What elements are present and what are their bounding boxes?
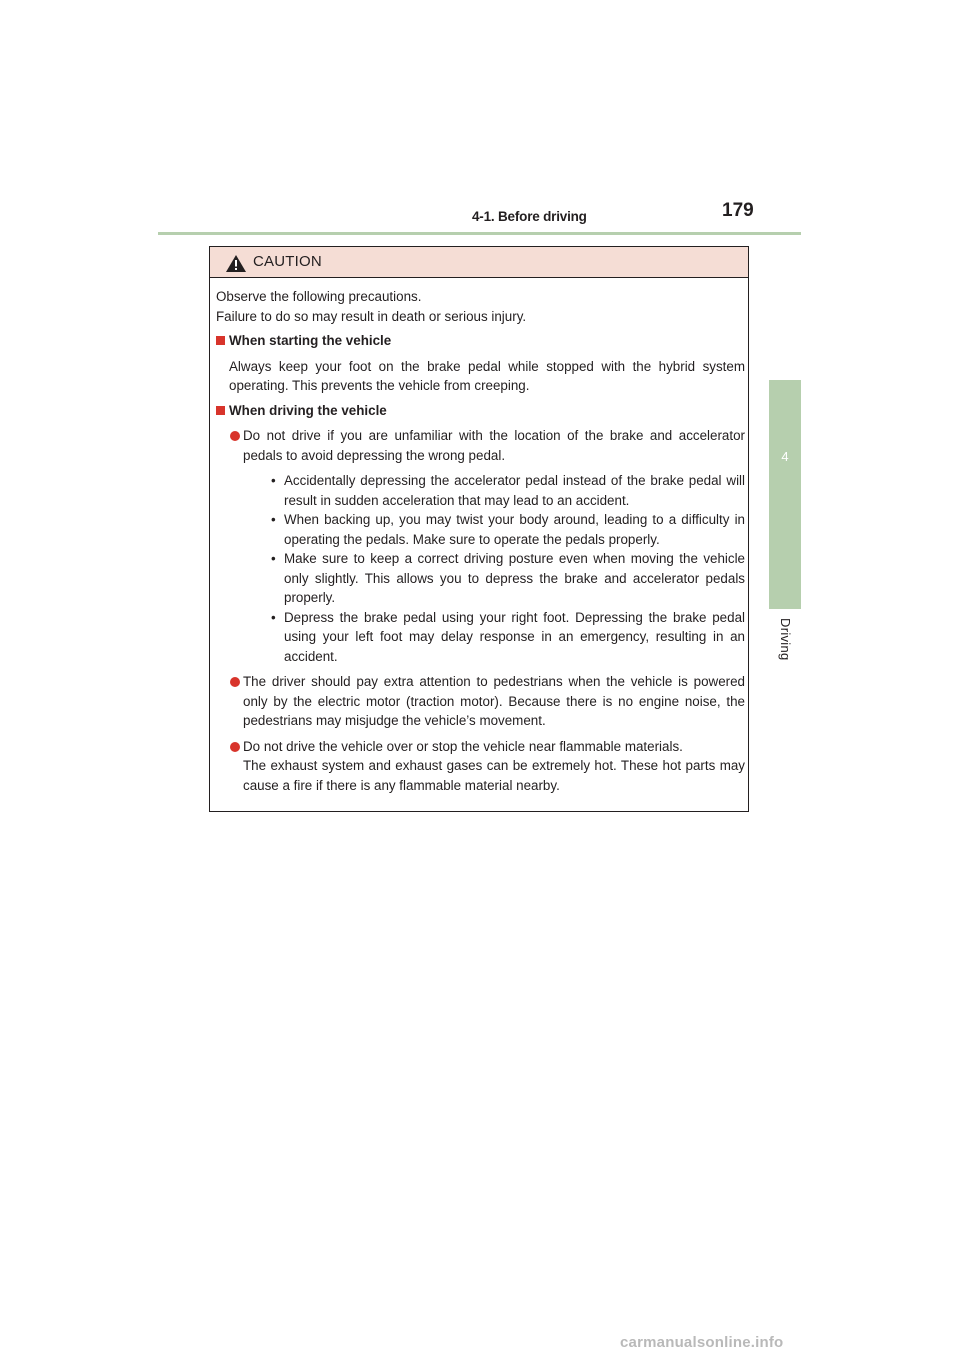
sub-bullet-marker: • [271, 551, 276, 566]
sub-list-item [243, 510, 745, 549]
sub-list-item-text: When backing up, you may twist your body around, leading to a difficulty in operating the pedals. Make sure to operate the pedals properly. [284, 512, 745, 547]
list-item [216, 672, 745, 731]
list-item [216, 426, 745, 666]
sub-list-item-text: Accidentally depressing the accelerator pedal instead of the brake pedal will result in sudden acceleration that may lead to an accident. [284, 473, 745, 508]
sub-list-item-text: Depress the brake pedal using your right foot. Depressing the brake pedal using your left foot may delay response in an emergency, resulting in an accident. [284, 609, 745, 664]
section-title: 4-1. Before driving [472, 209, 587, 224]
subheading-driving [216, 401, 745, 421]
circle-bullet-icon [230, 677, 240, 687]
list-item-text: Do not drive if you are unfamiliar with the location of the brake and accelerator pedals to avoid depressing the wrong pedal. [243, 428, 745, 463]
watermark: carmanualsonline.info [620, 1334, 784, 1351]
intro-line: Observe the following precautions. [216, 289, 422, 304]
list-item-detail: The exhaust system and exhaust gases can be extremely hot. These hot parts may cause a fire if there is any flammable material nearby. [243, 758, 745, 793]
circle-bullet-icon [230, 742, 240, 752]
sub-bullet-marker: • [271, 609, 276, 625]
sub-list-item [243, 608, 745, 667]
square-bullet-icon [216, 406, 225, 415]
subheading-starting [216, 331, 745, 351]
sub-list-item [243, 471, 745, 510]
chapter-number: 4 [781, 449, 789, 464]
chapter-label: Driving [778, 618, 793, 661]
list-item-text: The driver should pay extra attention to pedestrians when the vehicle is powered only by the electric motor (traction motor). Because there is no engine noise, the pedestrians may misjudge the vehicle’s movement. [243, 674, 745, 728]
subheading-text: When driving the vehicle [229, 402, 387, 418]
page-number: 179 [722, 200, 754, 221]
caution-header [210, 247, 748, 278]
sub-list-item [243, 549, 745, 608]
sub-bullet-marker: • [271, 473, 276, 488]
warning-triangle-icon [226, 255, 246, 272]
caution-box [209, 246, 749, 812]
paragraph: Always keep your foot on the brake pedal while stopped with the hybrid system operating. This prevents the vehicle from creeping. [229, 358, 745, 393]
list-item-text: Do not drive the vehicle over or stop the vehicle near flammable materials. [243, 738, 683, 754]
intro-line: Failure to do so may result in death or serious injury. [216, 308, 527, 324]
header-rule [158, 232, 801, 235]
sub-bullet-marker: • [271, 512, 276, 527]
square-bullet-icon [216, 336, 225, 345]
chapter-tab [769, 380, 801, 609]
sub-list [243, 471, 745, 666]
list-item [216, 737, 745, 796]
circle-bullet-icon [230, 431, 240, 441]
caution-title: CAUTION [253, 253, 322, 270]
caution-body [216, 287, 745, 795]
subheading-text: When starting the vehicle [229, 333, 392, 348]
sub-list-item-text: Make sure to keep a correct driving posture even when moving the vehicle only slightly. This allows you to depress the brake and accelerator pedals properly. [284, 551, 745, 605]
